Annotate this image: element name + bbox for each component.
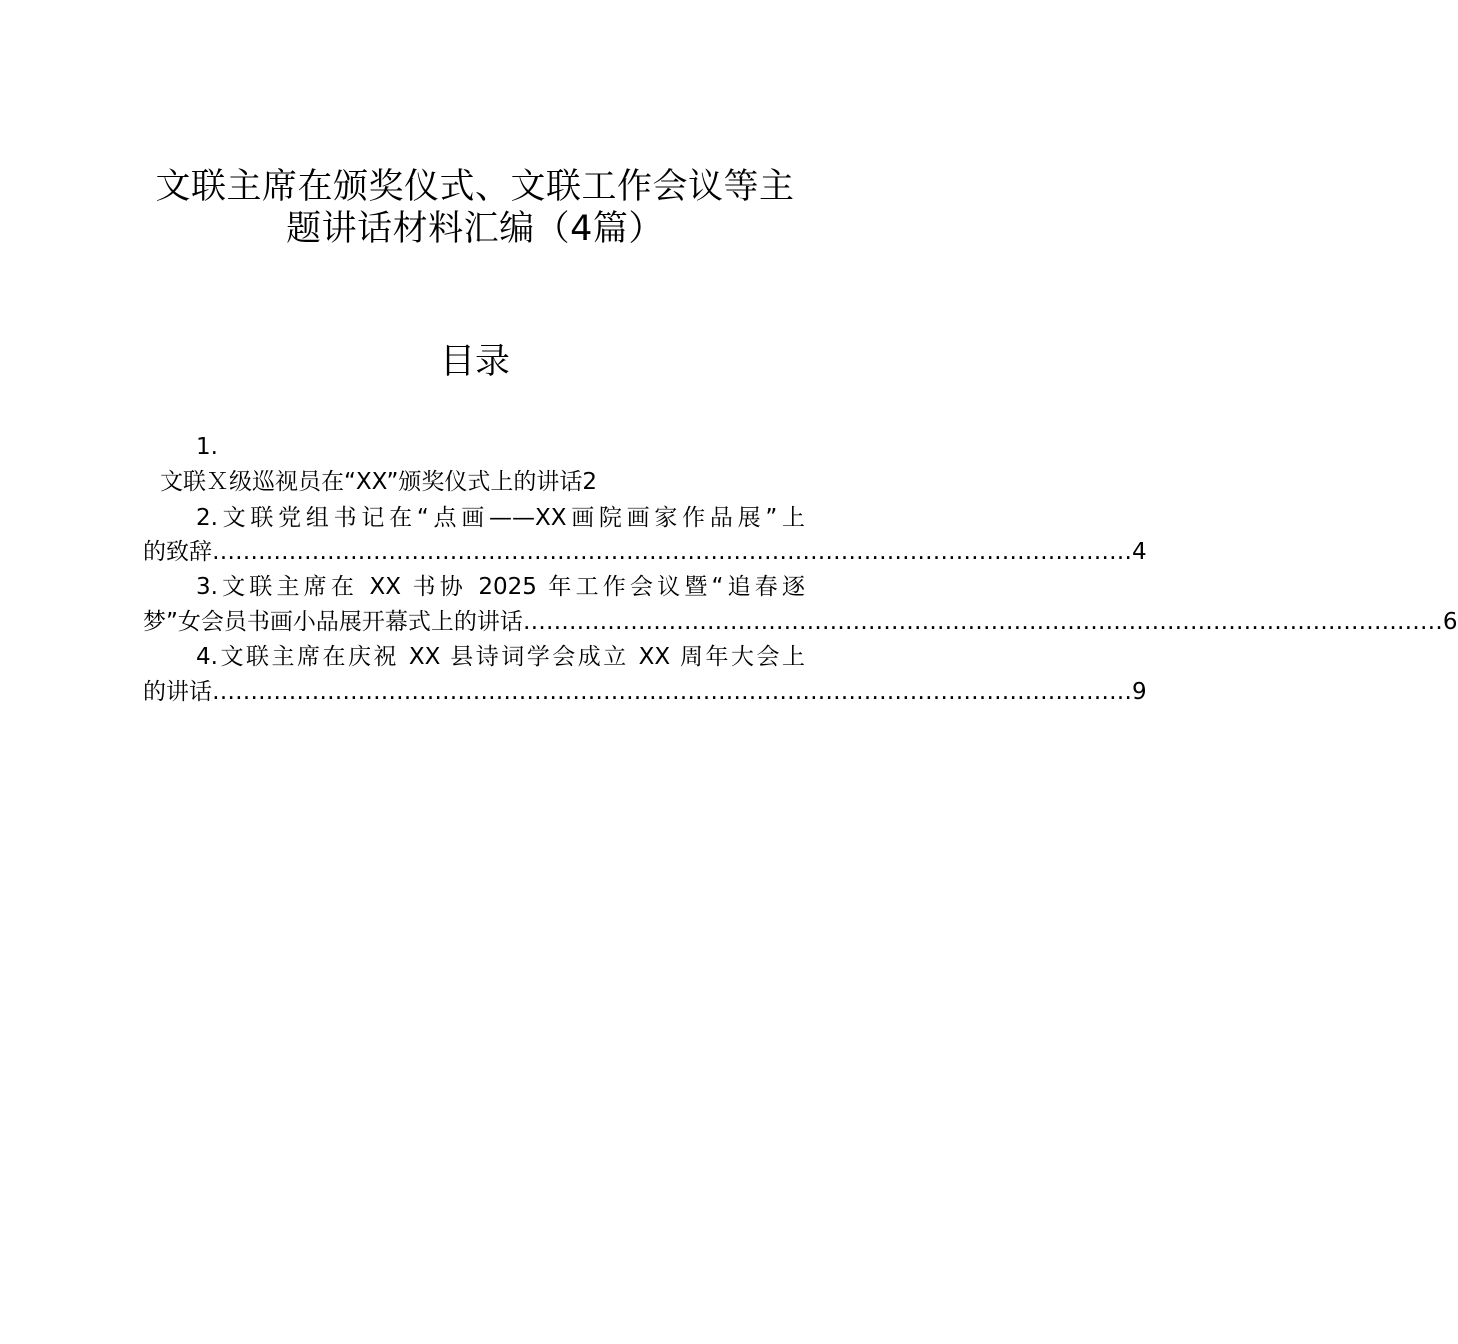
document-title-line1: 文联主席在颁奖仪式、文联工作会议等主 [155,167,795,207]
toc-leader-dots: ………………………………………………………………………………………………………… [522,609,1443,635]
toc-heading: 目录 [439,342,510,382]
toc-entry-1-number[interactable]: 1. [196,434,218,460]
toc-leader-dots: ………………………………………………………………………………………………………… [212,679,1132,705]
toc-entry-2-page: 4 [1132,539,1147,565]
toc-entry-2-line2[interactable] [143,537,1147,567]
toc-entry-3-page: 6 [1442,609,1458,635]
toc-leader-dots: ………………………………………………………………………………………………………… [212,539,1132,565]
toc-entry-3-text: 梦”女会员书画小品展开幕式上的讲话 [143,609,523,635]
toc-entry-3-line1[interactable]: 3.文联主席在 XX 书协 2025 年工作会议暨“追春逐 [196,574,805,600]
document-title-line2: 题讲话材料汇编（4篇） [286,209,664,249]
toc-entry-4-page: 9 [1132,679,1147,705]
toc-entry-4-line2[interactable] [143,677,1147,707]
toc-entry-1[interactable] [160,467,597,497]
toc-entry-4-line1[interactable]: 4.文联主席在庆祝 XX 县诗词学会成立 XX 周年大会上 [196,644,805,670]
toc-entry-1-text: 文联Ｘ级巡视员在“XX”颁奖仪式上的讲话 [160,469,583,495]
toc-entry-1-page: 2 [582,469,598,495]
toc-entry-4-text: 的讲话 [143,679,212,705]
toc-entry-2-line1[interactable]: 2.文联党组书记在“点画——XX画院画家作品展”上 [196,505,805,531]
toc-entry-3-line2[interactable] [143,607,1458,637]
toc-entry-2-text: 的致辞 [143,539,212,565]
